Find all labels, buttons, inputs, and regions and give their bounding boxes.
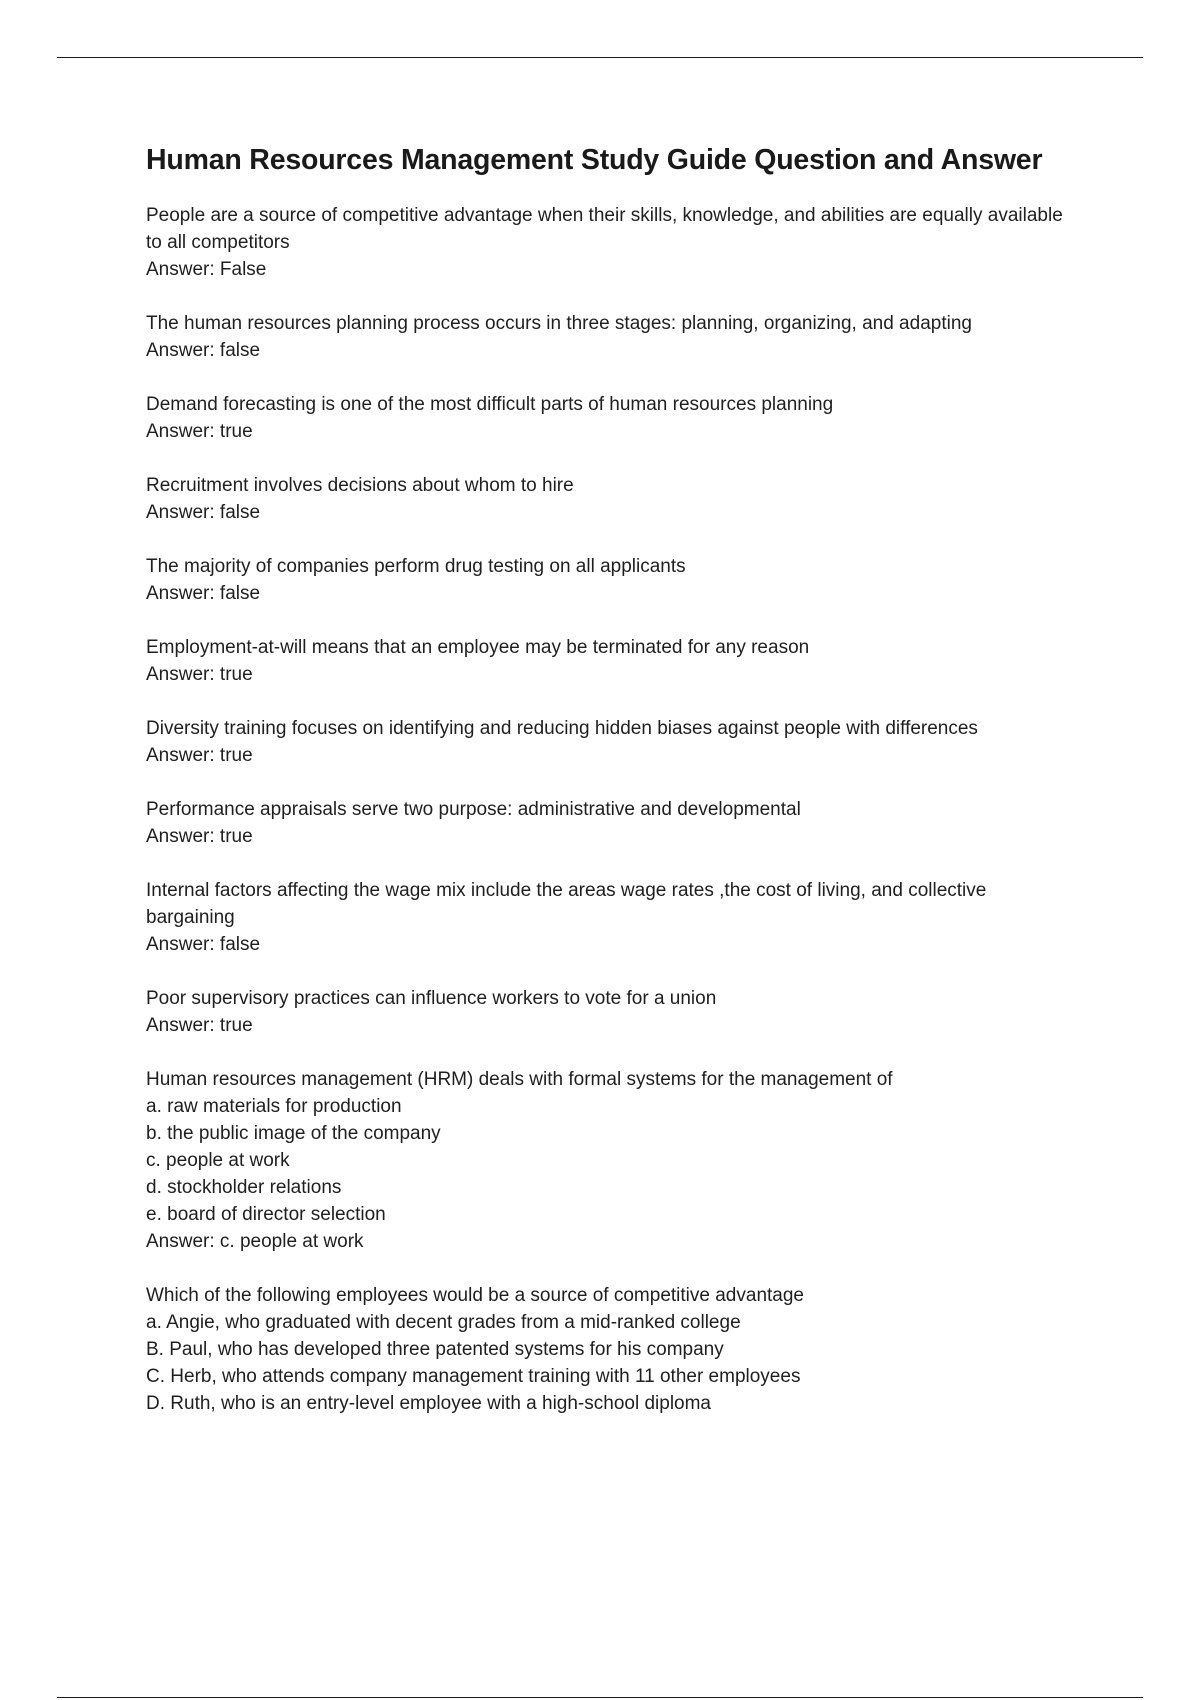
question-text: The human resources planning process occurs in three stages: planning, organizing, and adapting: [146, 313, 972, 335]
answer-option: b. the public image of the company: [146, 1123, 441, 1145]
answer-text: Answer: c. people at work: [146, 1231, 364, 1253]
footer-rule: [57, 1697, 1143, 1698]
answer-text: Answer: true: [146, 826, 253, 848]
qa-item: [146, 715, 1066, 769]
qa-item: [146, 985, 1066, 1039]
question-text: Employment-at-will means that an employee may be terminated for any reason: [146, 637, 810, 659]
question-text: Human resources management (HRM) deals with formal systems for the management of: [146, 1069, 893, 1091]
document-title: Human Resources Management Study Guide Question and Answer: [146, 144, 1043, 176]
question-text: Diversity training focuses on identifying and reducing hidden biases against people with differences: [146, 718, 978, 740]
answer-option: C. Herb, who attends company management training with 11 other employees: [146, 1366, 801, 1388]
qa-item: [146, 391, 1066, 445]
qa-item: [146, 310, 1066, 364]
answer-text: Answer: False: [146, 259, 267, 281]
qa-item: [146, 553, 1066, 607]
question-text: The majority of companies perform drug testing on all applicants: [146, 556, 686, 578]
answer-option: a. Angie, who graduated with decent grades from a mid-ranked college: [146, 1312, 741, 1334]
answer-text: Answer: true: [146, 745, 253, 767]
answer-option: a. raw materials for production: [146, 1096, 402, 1118]
question-text: Demand forecasting is one of the most difficult parts of human resources planning: [146, 394, 834, 416]
answer-text: Answer: false: [146, 934, 261, 956]
qa-item: [146, 202, 1066, 283]
header-rule: [57, 57, 1143, 58]
qa-item: [146, 634, 1066, 688]
answer-text: Answer: true: [146, 1015, 253, 1037]
answer-text: Answer: true: [146, 664, 253, 686]
question-text: Which of the following employees would be a source of competitive advantage: [146, 1285, 804, 1307]
question-text: Recruitment involves decisions about whom to hire: [146, 475, 574, 497]
document-body: [146, 143, 1066, 1444]
qa-item: [146, 796, 1066, 850]
question-text: Poor supervisory practices can influence workers to vote for a union: [146, 988, 717, 1010]
answer-text: Answer: false: [146, 340, 261, 362]
answer-option: D. Ruth, who is an entry-level employee with a high-school diploma: [146, 1393, 711, 1415]
answer-option: B. Paul, who has developed three patented systems for his company: [146, 1339, 724, 1361]
qa-item: [146, 877, 1066, 958]
answer-option: c. people at work: [146, 1150, 290, 1172]
answer-text: Answer: true: [146, 421, 253, 443]
qa-list: [146, 202, 1066, 1417]
answer-text: Answer: false: [146, 583, 261, 605]
question-text: Internal factors affecting the wage mix include the areas wage rates ,the cost of living, and collective bargaining: [146, 880, 987, 929]
answer-text: Answer: false: [146, 502, 261, 524]
answer-option: d. stockholder relations: [146, 1177, 342, 1199]
question-text: People are a source of competitive advantage when their skills, knowledge, and abilities are equally available to all competitors: [146, 205, 1063, 254]
qa-item: [146, 1066, 1066, 1255]
question-text: Performance appraisals serve two purpose: administrative and developmental: [146, 799, 801, 821]
qa-item: [146, 1282, 1066, 1417]
answer-option: e. board of director selection: [146, 1204, 386, 1226]
qa-item: [146, 472, 1066, 526]
